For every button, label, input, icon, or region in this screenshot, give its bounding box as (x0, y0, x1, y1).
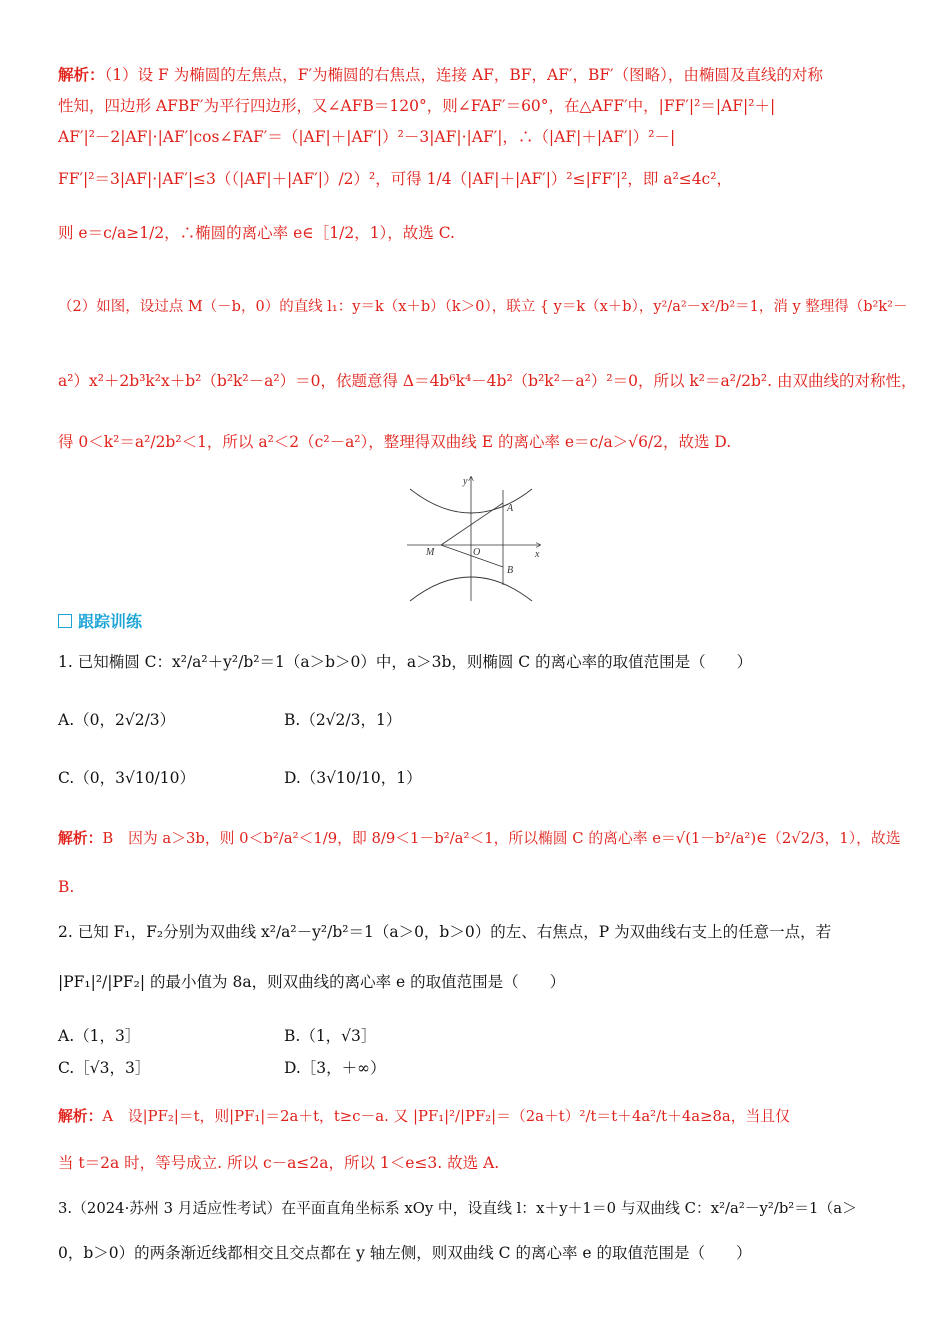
q1-option-c: C.（0，3√10/10） (58, 769, 196, 787)
label-M: M (426, 547, 435, 558)
analysis-label: 解析： (58, 830, 103, 847)
q2-stem-line2: |PF₁|²/|PF₂| 的最小值为 8a，则双曲线的离心率 e 的取值范围是（ ） (58, 973, 566, 991)
q2-option-a: A.（1，3］ (58, 1027, 141, 1045)
q2-answer-line1: 解析：A 设|PF₂|＝t，则|PF₁|＝2a＋t，t≥c－a. 又 |PF₁|²/|PF₂|＝（2a＋t）²/t＝t＋4a²/t＋4a≥8a，当且仅 (58, 1108, 790, 1125)
q1-stem: 1. 已知椭圆 C：x²/a²＋y²/b²＝1（a＞b＞0）中，a＞3b，则椭圆 C 的离心率的取值范围是（ ） (58, 653, 753, 671)
q2-option-c: C.［√3，3］ (58, 1059, 151, 1077)
q1-option-d: D.（3√10/10，1） (284, 769, 422, 787)
analysis2-line3: 得 0＜k²＝a²/2b²＜1，所以 a²＜2（c²－a²），整理得双曲线 E 的离心率 e＝c/a＞√6/2，故选 D. (58, 433, 732, 451)
analysis1-line1: 解析：（1）设 F 为椭圆的左焦点，F′为椭圆的右焦点，连接 AF，BF，AF′，BF′（图略），由椭圆及直线的对称 (58, 66, 823, 84)
line-MB (441, 545, 503, 567)
q3-stem-line1: 3.（2024·苏州 3 月适应性考试）在平面直角坐标系 xOy 中，设直线 l：x＋y＋1＝0 与双曲线 C：x²/a²－y²/b²＝1（a＞ (58, 1200, 857, 1217)
q2-option-b: B.（1，√3］ (284, 1027, 377, 1045)
analysis1-line4: FF′|²＝3|AF|·|AF′|≤3（（|AF|＋|AF′|）/2）²，可得 1/4（|AF|＋|AF′|）²≤|FF′|²，即 a²≤4c²， (58, 170, 732, 188)
analysis1-line5: 则 e＝c/a≥1/2，∴椭圆的离心率 e∈［1/2，1），故选 C. (58, 224, 455, 242)
analysis2-line1: （2）如图，设过点 M（－b，0）的直线 l₁：y＝k（x＋b）（k＞0），联立 { y＝k（x＋b），y²/a²－x²/b²＝1，消 y 整理得（b²k²－ (58, 299, 908, 315)
q2-option-d: D.［3，＋∞） (284, 1059, 386, 1077)
analysis1-line3: AF′|²－2|AF|·|AF′|cos∠FAF′＝（|AF|＋|AF′|）²－3|AF|·|AF′|，∴（|AF|＋|AF′|）²－| (58, 128, 676, 146)
label-x: x (535, 549, 540, 560)
q3-stem-line2: 0，b＞0）的两条渐近线都相交且交点都在 y 轴左侧，则双曲线 C 的离心率 e 的取值范围是（ ） (58, 1244, 752, 1262)
analysis2-line2: a²）x²＋2b³k²x＋b²（b²k²－a²）＝0，依题意得 Δ＝4b⁶k⁴－4b²（b²k²－a²）²＝0，所以 k²＝a²/2b². 由双曲线的对称性， (58, 372, 917, 390)
hyperbola-diagram (405, 475, 545, 603)
analysis-label: 解析： (58, 1108, 103, 1125)
analysis1-line2: 性知，四边形 AFBF′为平行四边形，又∠AFB＝120°，则∠FAF′＝60°，在△AFF′中，|FF′|²＝|AF|²＋| (58, 97, 776, 115)
q1-answer-line2: B. (58, 878, 75, 896)
line-MA (441, 503, 503, 545)
q1-option-b: B.（2√2/3，1） (284, 711, 402, 729)
q2-answer-line2: 当 t＝2a 时，等号成立. 所以 c－a≤2a，所以 1＜e≤3. 故选 A. (58, 1154, 500, 1172)
analysis-label: 解析： (58, 66, 105, 84)
label-B: B (507, 565, 514, 576)
checkbox-icon (58, 614, 72, 628)
q1-option-a: A.（0，2√2/3） (58, 711, 176, 729)
label-y: y (463, 476, 468, 487)
label-A: A (507, 503, 514, 514)
label-O: O (473, 547, 481, 558)
q2-stem-line1: 2. 已知 F₁，F₂分别为双曲线 x²/a²－y²/b²＝1（a＞0，b＞0）的左、右焦点，P 为双曲线右支上的任意一点，若 (58, 923, 832, 941)
q1-answer-line1: 解析：B 因为 a＞3b，则 0＜b²/a²＜1/9，即 8/9＜1－b²/a²＜1，所以椭圆 C 的离心率 e＝√(1－b²/a²)∈（2√2/3，1），故选 (58, 830, 901, 847)
section-title: 跟踪训练 (58, 611, 142, 633)
